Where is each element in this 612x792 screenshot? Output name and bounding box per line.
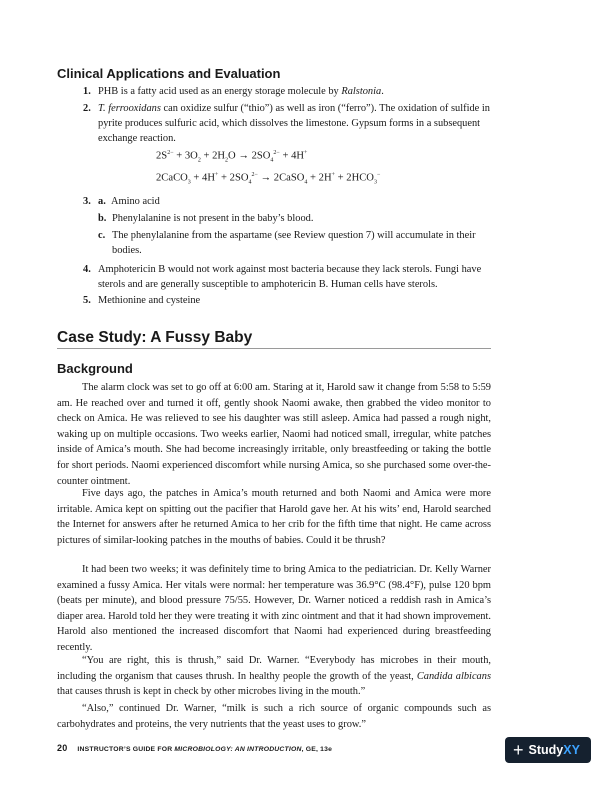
- equation-2: 2CaCO$_3$ + $4H^+ + 2SO_4^{2-}$ → 2CaSO$_4$ + $2H^+ + 2HCO_3^-$: [156, 172, 381, 186]
- item-number: 5.: [83, 295, 91, 306]
- page-number: 20: [57, 743, 68, 753]
- answer-item-3b: [98, 211, 491, 226]
- case-paragraph-1: The alarm clock was set to go off at 6:00 am. Staring at it, Harold saw it change from 5:58 to 5:59 am. He reached over and turned it off, gently shook Naomi awake, then grabbed the video monitor to check on Amica. He was relieved to see his daughter was still asleep. Amica had passed a rough night, waking up on multiple occasions. Two weeks earlier, Naomi had noticed small, irregular, white patches inside of Amica’s mouth. She had become increasingly irritable, only breastfeeding or taking the bottle for short periods. Naomi experienced discomfort while nursing Amica, so she purchased some over-the-counter ointment.: [57, 382, 491, 487]
- brand-name: StudyXY: [528, 743, 580, 757]
- page-footer: 20 INSTRUCTOR’S GUIDE FOR MICROBIOLOGY: AN INTRODUCTION, GE, 13e: [57, 743, 333, 753]
- case-paragraph-2: Five days ago, the patches in Amica’s mouth returned and both Naomi and Amica were more irritable. Amica kept on spitting out the pacifier that Harold gave her. At his wits’ end, Harold searched the Internet for answers after he returned Amica to her crib for the fifth time that night. He came across pictures of similar-looking patches in the mouths of babies. Could it be thrush?: [57, 488, 491, 546]
- sub-label: c.: [98, 230, 106, 241]
- case-paragraph-3: It had been two weeks; it was definitely time to bring Amica to the pediatrician. Dr. Kelly Warner examined a fussy Amica. Her vitals were normal: her temperature was 36.9°C (98.4°F), pulse 120 bpm (beats per minute), and blood pressure 75/55. However, Dr. Warner noticed a reddish rash in Amica’s diaper area. Harold told her they were treating it with zinc ointment and that it had shown improvement. Harold also mentioned the increased discomfort that Naomi had experienced during breastfeeding recently.: [57, 564, 491, 653]
- item-number: 3.: [83, 196, 91, 207]
- equation-1: $2S^{2-} + 3O_2 + 2H_2O \to 2SO_4^{2-} + 4H^+$: [156, 150, 308, 164]
- case-study-title: Case Study: A Fussy Baby: [57, 329, 253, 346]
- item-text: T. ferrooxidans can oxidize sulfur (“thio”) as well as iron (“ferro”). The oxidation of sulfide in pyrite produces sulfuric acid, which dissolves the limestone. Gypsum forms in a subsequent exchange reaction.: [98, 103, 490, 144]
- answer-item-1: [83, 84, 491, 99]
- item-text: a. Amino acid: [98, 196, 160, 207]
- answer-item-5: [83, 293, 491, 308]
- sub-label: b.: [98, 213, 107, 224]
- background-heading: Background: [57, 361, 133, 376]
- item-text: Methionine and cysteine: [98, 295, 201, 306]
- answer-item-4: [83, 262, 491, 292]
- item-number: 1.: [83, 86, 91, 97]
- plus-icon: +: [513, 740, 524, 760]
- case-paragraph-4: “You are right, this is thrush,” said Dr. Warner. “Everybody has microbes in their mouth, including the organism that causes thrush. In healthy people the growth of the yeast, Candida albicans that causes thrush is kept in check by other microbes living in the mouth.”: [57, 655, 491, 698]
- section-divider: [57, 348, 491, 349]
- item-number: 4.: [83, 264, 91, 275]
- answer-item-3: [83, 194, 491, 209]
- item-text: PHB is a fatty acid used as an energy storage molecule by Ralstonia.: [98, 86, 384, 97]
- item-text: Phenylalanine is not present in the baby’s blood.: [112, 213, 314, 224]
- item-number: 2.: [83, 103, 91, 114]
- studyxy-badge[interactable]: [505, 737, 591, 763]
- answer-item-2: [83, 101, 491, 146]
- item-text: Amphotericin B would not work against most bacteria because they lack sterols. Fungi have sterols and are generally susceptible to amphotericin B. Human cells have sterols.: [98, 264, 482, 290]
- item-text: The phenylalanine from the aspartame (see Review question 7) will accumulate in their bodies.: [112, 230, 476, 256]
- answer-item-3c: [98, 228, 491, 258]
- section-heading: Clinical Applications and Evaluation: [57, 66, 281, 81]
- case-paragraph-5: “Also,” continued Dr. Warner, “milk is such a rich source of organic compounds such as carbohydrates and proteins, the very nutrients that the yeast uses to grow.”: [57, 703, 491, 730]
